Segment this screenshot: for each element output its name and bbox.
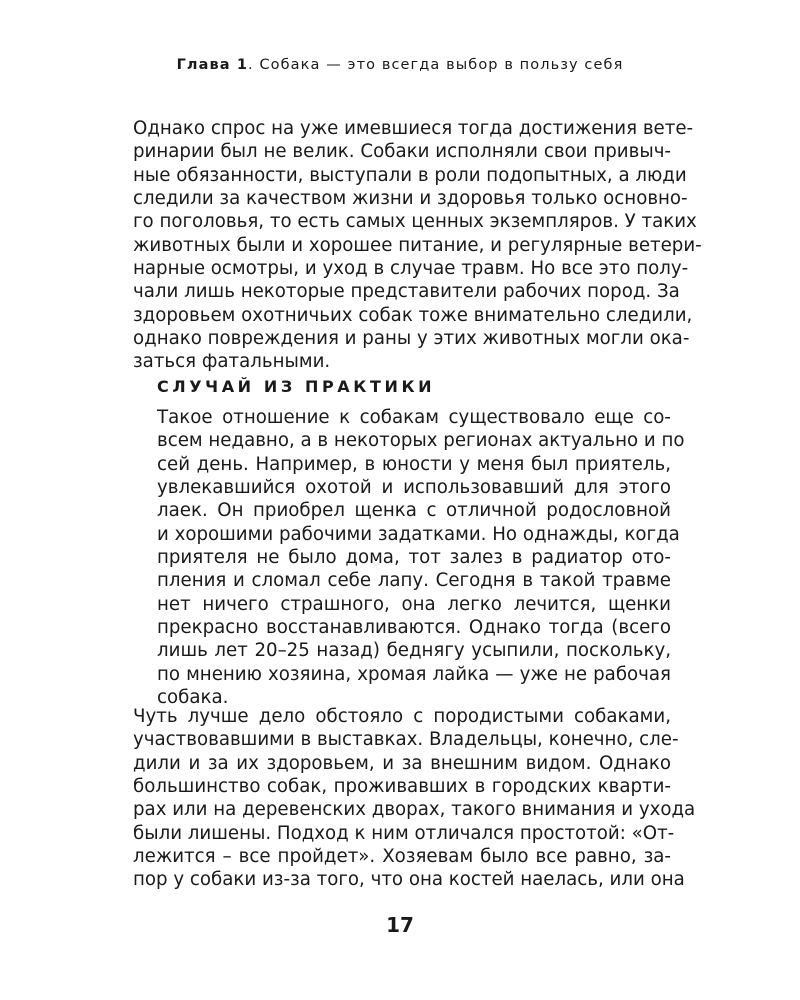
text-line: го поголовья, то есть самых ценных экземпляров. У таких: [133, 211, 697, 233]
text-line: животных были и хорошее питание, и регулярные ветери-: [133, 234, 702, 256]
text-line: ринарии был не велик. Собаки исполняли свои привыч-: [133, 141, 671, 163]
text-line: дили и за их здоровьем, и за внешним видом. Однако: [133, 752, 671, 774]
text-line: пор у собаки из-за того, что она костей наелась, или она: [133, 869, 685, 891]
text-line: ные обязанности, выступали в роли подопытных, а люди: [133, 164, 687, 186]
text-line: нарные осмотры, и уход в случае травм. Но все это полу-: [133, 258, 689, 280]
text-line: заться фатальными.: [133, 351, 331, 373]
paragraph-2: [133, 705, 696, 892]
text-line: Чуть лучше дело обстояло с породистыми собаками,: [133, 706, 671, 727]
text-line: здоровьем охотничьих собак тоже внимательно следили,: [133, 304, 693, 326]
text-line: по мнению хозяина, хромая лайка — уже не рабочая: [157, 663, 671, 685]
page-number: 17: [386, 913, 414, 937]
text-line: рах или на деревенских дворах, такого внимания и ухода: [133, 799, 696, 821]
text-line: всем недавно, а в некоторых регионах актуально и по: [157, 430, 685, 452]
paragraph-1: [133, 117, 702, 374]
text-line: прекрасно восстанавливаются. Однако тогда (всего: [157, 617, 671, 639]
case-study-text: [157, 406, 685, 709]
text-line: нет ничего страшного, она легко лечится, щенки: [157, 593, 671, 615]
case-study-heading: СЛУЧАЙ ИЗ ПРАКТИКИ: [157, 377, 436, 396]
running-head: [0, 57, 800, 73]
text-line: лишь лет 20–25 назад) беднягу усыпили, поскольку,: [157, 640, 671, 662]
chapter-title: . Собака — это всегда выбор в пользу себя: [248, 57, 624, 73]
text-line: лежится – все пройдет». Хозяевам было все равно, за-: [133, 846, 671, 868]
text-line: Такое отношение к собакам существовало еще со-: [157, 407, 671, 428]
chapter-label: Глава 1: [176, 57, 249, 73]
text-line: пления и сломал себе лапу. Сегодня в такой травме: [157, 570, 671, 592]
text-line: однако повреждения и раны у этих животных могли ока-: [133, 328, 690, 350]
case-study-block: [157, 376, 685, 709]
text-line: следили за качеством жизни и здоровья только основно-: [133, 188, 688, 210]
text-line: приятеля не было дома, тот залез в радиатор ото-: [157, 547, 671, 569]
text-line: сей день. Например, в юности у меня был приятель,: [157, 453, 671, 475]
text-line: лаек. Он приобрел щенка с отличной родословной: [157, 500, 671, 522]
text-line: собака.: [157, 687, 229, 709]
text-line: большинство собак, проживавших в городских кварти-: [133, 776, 671, 798]
text-line: и хорошими рабочими задатками. Но однажды, когда: [157, 523, 680, 545]
text-line: участвовавшими в выставках. Владельцы, конечно, сле-: [133, 729, 679, 751]
text-line: были лишены. Подход к ним отличался простотой: «От-: [133, 822, 675, 844]
text-line: Однако спрос на уже имевшиеся тогда достижения вете-: [133, 118, 694, 139]
text-line: увлекавшийся охотой и использовавший для этого: [157, 477, 671, 499]
text-line: чали лишь некоторые представители рабочих пород. За: [133, 281, 680, 303]
